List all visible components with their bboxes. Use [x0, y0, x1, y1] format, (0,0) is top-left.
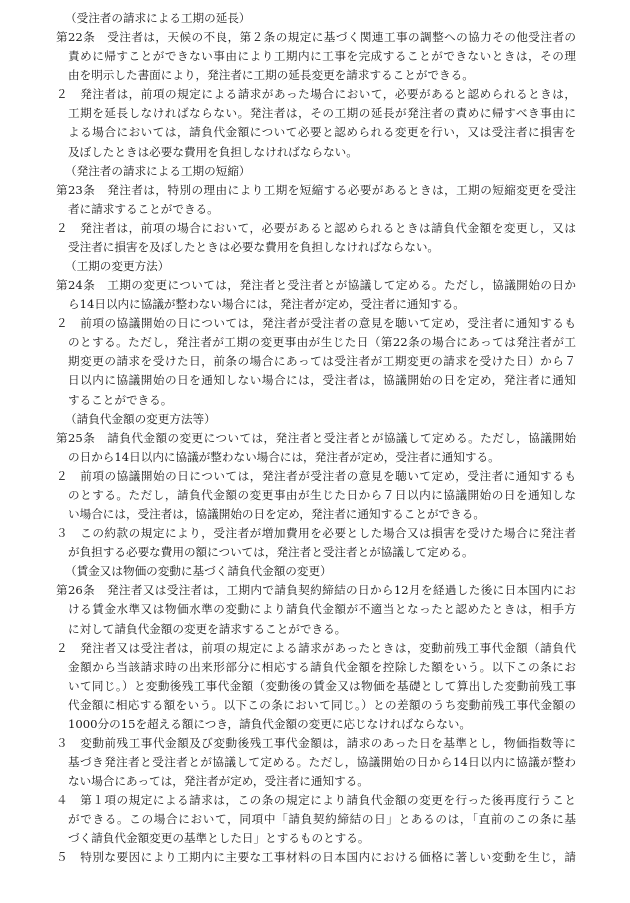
- clause-line: 受注者に損害を及ぼしたときは必要な費用を負担しなければならない。: [68, 239, 440, 254]
- clause-line: 第22条 受注者は，天候の不良，第２条の規定に基づく関連工事の調整への協力その他受注者の: [56, 30, 576, 45]
- clause-line: づく請負代金額変更の基準とした日」とするものとする。: [68, 831, 370, 846]
- article-heading: （請負代金額の変更方法等）: [65, 411, 216, 426]
- article-heading: （発注者の請求による工期の短縮）: [65, 163, 251, 178]
- clause-line: の日から14日以内に協議が整わない場合には，発注者が定め，受注者に通知する。: [68, 449, 500, 464]
- clause-line: 工期を延長しなければならない。発注者は，その工期の延長が発注者の責めに帰すべき事由に: [68, 106, 576, 121]
- clause-line: ５ 特別な要因により工期内に主要な工事材料の日本国内における価格に著しい変動を生じ，請: [56, 850, 576, 865]
- clause-line: ３ 変動前残工事代金額及び変動後残工事代金額は，請求のあった日を基準とし，物価指数等に: [56, 735, 576, 750]
- clause-line: 日以内に協議開始の日を通知しない場合には，受注者は，協議開始の日を定め，発注者に通知: [68, 373, 576, 388]
- clause-line: い場合には，受注者は，協議開始の日を定め，発注者に通知することができる。: [68, 507, 485, 522]
- clause-line: のとする。ただし，発注者が工期の変更事由が生じた日（第22条の場合にあっては発注者が工: [68, 335, 576, 350]
- clause-line: ける賃金水準又は物価水準の変動により請負代金額が不適当となったと認めたときは，相手方: [68, 602, 576, 617]
- clause-line: のとする。ただし，請負代金額の変更事由が生じた日から７日以内に協議開始の日を通知しな: [68, 487, 576, 502]
- clause-line: 者に請求することができる。: [68, 201, 219, 216]
- clause-line: ない場合にあっては，発注者が定め，受注者に通知する。: [68, 774, 369, 789]
- clause-line: 第24条 工期の変更については，発注者と受注者とが協議して定める。ただし，協議開始の日か: [56, 278, 576, 293]
- clause-line: ら14日以内に協議が整わない場合には，発注者が定め，受注者に通知する。: [68, 297, 465, 312]
- clause-line: ２ 発注者は，前項の場合において，必要があると認められるときは請負代金額を変更し，又は: [56, 220, 576, 235]
- clause-line: いて同じ。）と変動後残工事代金額（変動後の賃金又は物価を基礎として算出した変動前残工事: [68, 678, 576, 693]
- clause-line: ３ この約款の規定により，受注者が増加費用を必要とした場合又は損害を受けた場合に発注者: [56, 526, 576, 541]
- article-heading: （工期の変更方法）: [65, 259, 170, 274]
- clause-line: 第23条 発注者は，特別の理由により工期を短縮する必要があるときは，工期の短縮変更を受注: [56, 182, 576, 197]
- clause-line: ２ 前項の協議開始の日については，発注者が受注者の意見を聴いて定め，受注者に通知するも: [56, 468, 576, 483]
- clause-line: 責めに帰すことができない事由により工期内に工事を完成することができないときは，その理: [68, 49, 576, 64]
- clause-line: に対して請負代金額の変更を請求することができる。: [68, 621, 347, 636]
- clause-line: ２ 発注者又は受注者は，前項の規定による請求があったときは，変動前残工事代金額（請負代: [56, 640, 576, 655]
- clause-line: よる場合においては，請負代金額について必要と認められる変更を行い，又は受注者に損害を: [68, 125, 576, 140]
- clause-line: 基づき発注者と受注者とが協議して定める。ただし，協議開始の日から14日以内に協議が整わ: [68, 755, 576, 770]
- clause-line: ４ 第１項の規定による請求は，この条の規定により請負代金額の変更を行った後再度行うこと: [56, 793, 576, 808]
- clause-line: 第25条 請負代金額の変更については，発注者と受注者とが協議して定める。ただし，協議開始: [56, 430, 576, 445]
- clause-line: が負担する必要な費用の額については，発注者と受注者とが協議して定める。: [68, 545, 474, 560]
- clause-line: ２ 前項の協議開始の日については，発注者が受注者の意見を聴いて定め，受注者に通知するも: [56, 316, 576, 331]
- clause-line: することができる。: [68, 392, 173, 407]
- clause-line: 代金額に相応する額をいう。以下この条において同じ。）との差額のうち変動前残工事代金額の: [68, 697, 576, 712]
- clause-line: 第26条 発注者又は受注者は，工期内で請負契約締結の日から12月を経過した後に日本国内にお: [56, 583, 576, 598]
- article-heading: （賃金又は物価の変動に基づく請負代金額の変更）: [65, 564, 332, 579]
- contract-clauses-page: [56, 9, 576, 868]
- article-heading: （受注者の請求による工期の延長）: [65, 11, 251, 25]
- clause-line: 金額から当該請求時の出来形部分に相応する請負代金額を控除した額をいう。以下この条にお: [68, 659, 576, 674]
- clause-line: 期変更の請求を受けた日，前条の場合にあっては受注者が工期変更の請求を受けた日）から７: [68, 354, 576, 369]
- clause-line: ができる。この場合において，同項中「請負契約締結の日」とあるのは，「直前のこの条に基: [68, 812, 576, 827]
- clause-line: ２ 発注者は，前項の規定による請求があった場合において，必要があると認められるときは，: [56, 87, 576, 102]
- clause-line: 1000分の15を超える額につき，請負代金額の変更に応じなければならない。: [68, 716, 471, 731]
- clause-line: 及ぼしたときは必要な費用を負担しなければならない。: [68, 144, 358, 159]
- clause-line: 由を明示した書面により，発注者に工期の延長変更を請求することができる。: [68, 68, 474, 83]
